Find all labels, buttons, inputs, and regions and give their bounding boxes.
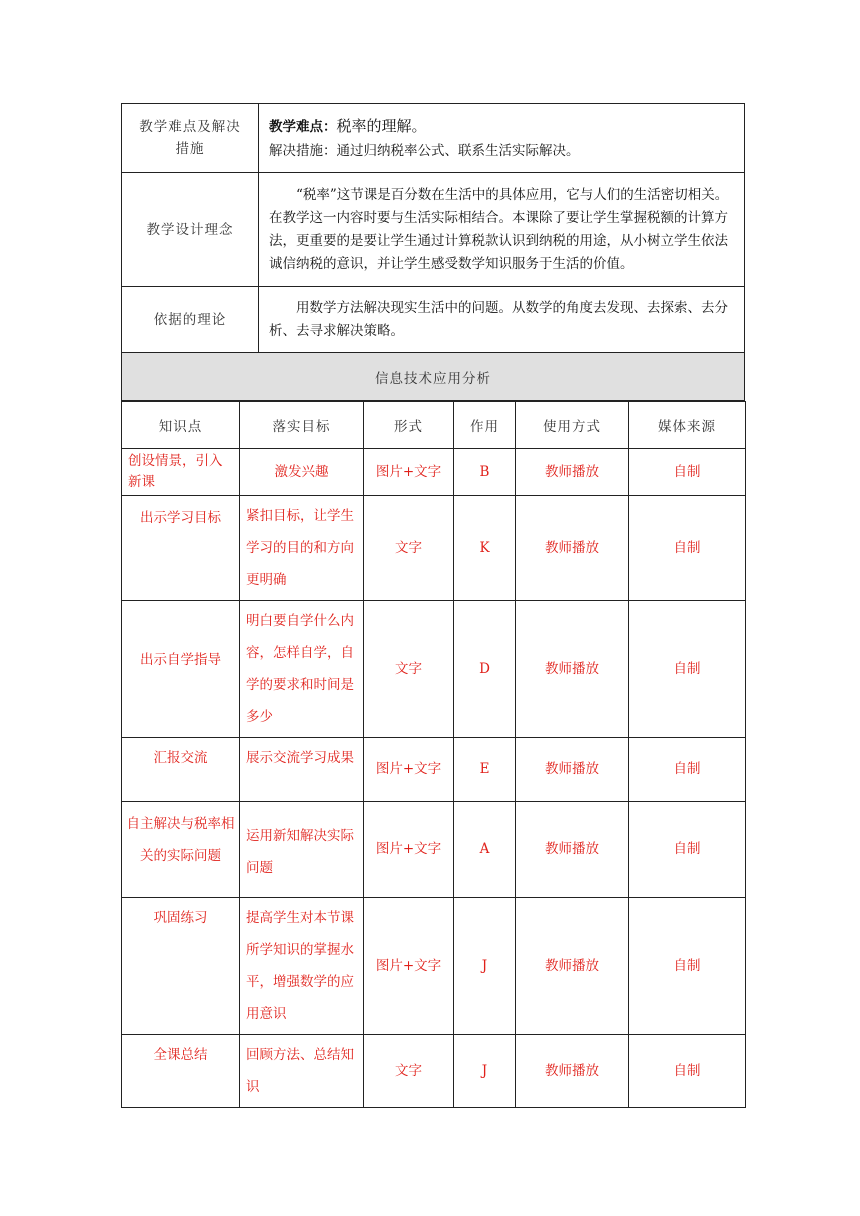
kp-cell: 出示自学指导	[122, 601, 240, 738]
design-concept-label: 教学设计理念	[146, 221, 234, 238]
form-cell: 文字	[364, 601, 454, 738]
kp-cell: 自主解决与税率相关的实际问题	[122, 802, 240, 898]
difficulty-line	[269, 113, 738, 140]
difficulty-value: 税率的理解。	[336, 117, 427, 135]
role-cell: J	[454, 1035, 516, 1108]
col-header-knowledge: 知识点	[122, 402, 240, 449]
source-cell: 自制	[629, 738, 746, 802]
target-cell: 紧扣目标，让学生学习的目的和方向更明确	[240, 496, 364, 601]
role-cell: D	[454, 601, 516, 738]
source-cell: 自制	[629, 496, 746, 601]
usage-cell: 教师播放	[516, 449, 629, 496]
difficulty-content	[259, 104, 745, 173]
kp-cell: 汇报交流	[122, 738, 240, 802]
source-cell: 自制	[629, 802, 746, 898]
source-cell: 自制	[629, 1035, 746, 1108]
kp-cell: 出示学习目标	[122, 496, 240, 601]
table-row	[122, 738, 746, 802]
kp-cell: 巩固练习	[122, 898, 240, 1035]
difficulty-label: 教学难点及解决措施	[139, 119, 241, 157]
usage-cell: 教师播放	[516, 898, 629, 1035]
col-header-usage: 使用方式	[516, 402, 629, 449]
role-cell: E	[454, 738, 516, 802]
source-cell: 自制	[629, 449, 746, 496]
header-row	[122, 402, 746, 449]
table-row	[122, 1035, 746, 1108]
usage-cell: 教师播放	[516, 601, 629, 738]
section-title: 信息技术应用分析	[375, 370, 491, 387]
source-cell: 自制	[629, 898, 746, 1035]
lesson-plan-page	[121, 103, 745, 1108]
target-cell: 激发兴趣	[240, 449, 364, 496]
target-cell: 回顾方法、总结知识	[240, 1035, 364, 1108]
form-cell: 文字	[364, 496, 454, 601]
design-concept-text: “税率”这节课是百分数在生活中的具体应用，它与人们的生活密切相关。在教学这一内容时要与生活实际相结合。本课除了要让学生掌握税额的计算方法，更重要的是要让学生通过计算税款认识到纳税的用途，从小树立学生依法诚信纳税的意识，并让学生感受数学知识服务于生活的价值。	[259, 173, 745, 287]
form-cell: 图片+文字	[364, 802, 454, 898]
section-banner	[121, 353, 745, 401]
target-cell: 展示交流学习成果	[240, 738, 364, 802]
table-row	[122, 802, 746, 898]
target-cell: 明白要自学什么内容，怎样自学，自学的要求和时间是多少	[240, 601, 364, 738]
kp-cell: 创设情景，引入新课	[122, 449, 240, 496]
measure-line: 解决措施：通过归纳税率公式、联系生活实际解决。	[269, 143, 580, 159]
form-cell: 文字	[364, 1035, 454, 1108]
role-cell: A	[454, 802, 516, 898]
info-tech-table	[121, 401, 746, 1108]
role-cell: J	[454, 898, 516, 1035]
form-cell: 图片+文字	[364, 898, 454, 1035]
theory-row	[122, 287, 745, 353]
col-header-target: 落实目标	[240, 402, 364, 449]
col-header-source: 媒体来源	[629, 402, 746, 449]
theory-label-cell	[122, 287, 259, 353]
target-cell: 提高学生对本节课所学知识的掌握水平，增强数学的应用意识	[240, 898, 364, 1035]
form-cell: 图片+文字	[364, 449, 454, 496]
table-row	[122, 898, 746, 1035]
target-cell: 运用新知解决实际问题	[240, 802, 364, 898]
table-row	[122, 449, 746, 496]
table-row	[122, 601, 746, 738]
col-header-role: 作用	[454, 402, 516, 449]
role-cell: K	[454, 496, 516, 601]
usage-cell: 教师播放	[516, 802, 629, 898]
design-concept-label-cell	[122, 173, 259, 287]
role-cell: B	[454, 449, 516, 496]
theory-text: 用数学方法解决现实生活中的问题。从数学的角度去发现、去探索、去分析、去寻求解决策略。	[259, 287, 745, 353]
plan-table	[121, 103, 745, 353]
theory-label: 依据的理论	[153, 311, 227, 328]
usage-cell: 教师播放	[516, 1035, 629, 1108]
usage-cell: 教师播放	[516, 496, 629, 601]
usage-cell: 教师播放	[516, 738, 629, 802]
difficulty-label-cell	[122, 104, 259, 173]
design-concept-row	[122, 173, 745, 287]
kp-cell: 全课总结	[122, 1035, 240, 1108]
source-cell: 自制	[629, 601, 746, 738]
difficulty-key: 教学难点：	[269, 119, 337, 135]
table-row	[122, 496, 746, 601]
col-header-form: 形式	[364, 402, 454, 449]
difficulty-row	[122, 104, 745, 173]
form-cell: 图片+文字	[364, 738, 454, 802]
